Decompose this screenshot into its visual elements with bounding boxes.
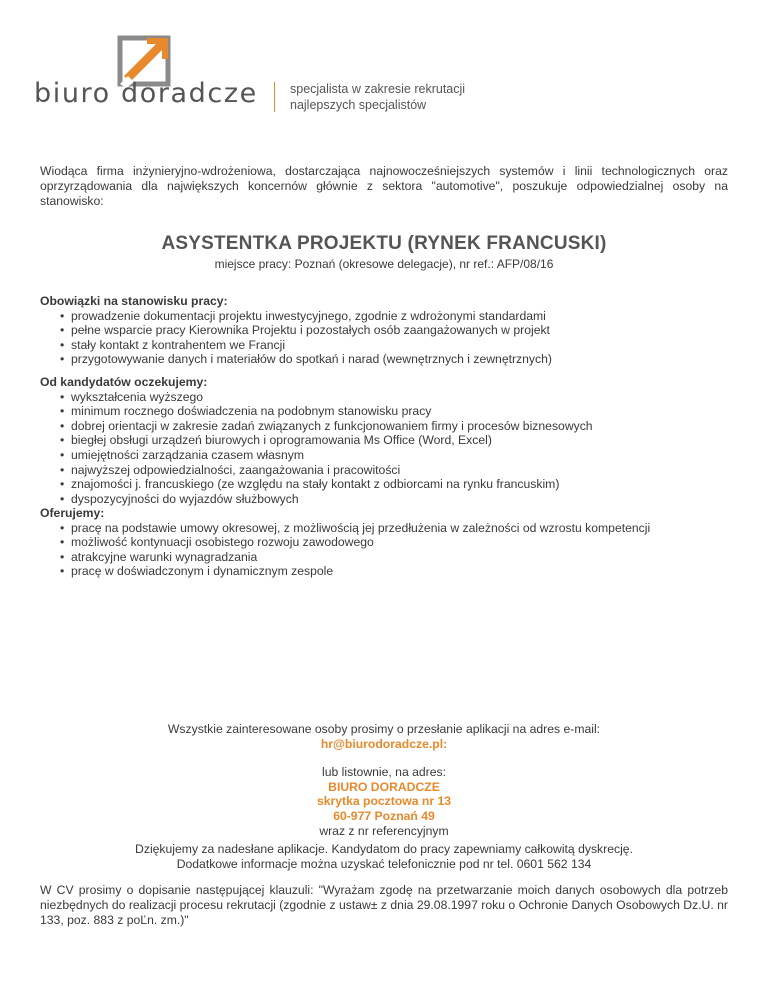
list-item: • atrakcyjne warunki wynagradzania (40, 550, 728, 565)
list-item: • prowadzenie dokumentacji projektu inwestycyjnego, zgodnie z wdrożonymi standardami (40, 309, 728, 324)
list-item: • minimum rocznego doświadczenia na podobnym stanowisku pracy (40, 404, 728, 419)
list-item: • znajomości j. francuskiego (ze względu na stały kontakt z odbiorcami na rynku francuskim) (40, 477, 728, 492)
contact-pobox: skrytka pocztowa nr 13 (316, 794, 452, 809)
thanks-block (0, 842, 768, 871)
list-item: • przygotowywanie danych i materiałów do spotkań i narad (wewnętrznych i zewnętrznych) (40, 352, 728, 367)
list-item: • biegłej obsługi urządzeń biurowych i oprogramowania Ms Office (Word, Excel) (40, 433, 728, 448)
contact-email-link[interactable]: hr@biurodoradcze.pl: (320, 736, 448, 751)
list-item: • dyspozycyjności do wyjazdów służbowych (40, 492, 728, 507)
offer-heading: Oferujemy: (40, 506, 105, 520)
requirements-section (40, 375, 728, 506)
offer-list (40, 521, 728, 579)
list-item: • pracę na podstawie umowy okresowej, z możliwością jej przedłużenia w zależności od wzrostu kompetencji (40, 521, 728, 536)
offer-section (40, 506, 728, 579)
contact-city: 60-977 Poznań 49 (333, 808, 435, 823)
contact-invite: Wszystkie zainteresowane osoby prosimy o przesłanie aplikacji na adres e-mail: (167, 722, 601, 736)
thanks-line-1: Dziękujemy za nadesłane aplikacje. Kandydatom do pracy zapewniamy całkowitą dyskrecję. (135, 842, 633, 856)
requirements-list (40, 390, 728, 507)
logo-text: biuro doradcze (34, 78, 258, 109)
contact-company: BIURO DORADCZE (328, 779, 440, 794)
list-item: • wykształcenia wyższego (40, 390, 728, 405)
tagline-line-1: specjalista w zakresie rekrutacji (290, 82, 466, 96)
tagline (290, 81, 465, 113)
job-title: ASYSTENTKA PROJEKTU (RYNEK FRANCUSKI) (161, 233, 607, 254)
contact-or-post: lub listownie, na adres: (322, 765, 446, 780)
list-item: • możliwość kontynuacji osobistego rozwoju zawodowego (40, 535, 728, 550)
duties-heading: Obowiązki na stanowisku pracy: (40, 294, 228, 308)
duties-section (40, 294, 728, 367)
job-subtitle: miejsce pracy: Poznań (okresowe delegacje), nr ref.: AFP/08/16 (214, 257, 554, 271)
intro-paragraph: Wiodąca firma inżynieryjno-wdrożeniowa, dostarczająca najnowocześniejszych systemów i linii technologicznych oraz oprzyrządowania dla największych koncernów głównie z sektora "automotive", poszukuje odpowiedzialnej osoby na stanowisko: (40, 164, 728, 208)
logo-divider (274, 82, 275, 112)
thanks-line-2: Dodatkowe informacje można uzyskać telefonicznie pod nr tel. 0601 562 134 (176, 856, 592, 871)
list-item: • dobrej orientacji w zakresie zadań związanych z funkcjonowaniem firmy i procesów biznesowych (40, 419, 728, 434)
contact-block (0, 722, 768, 838)
tagline-line-2: najlepszych specjalistów (290, 98, 427, 112)
list-item: • pełne wsparcie pracy Kierownika Projektu i pozostałych osób zaangażowanych w projekt (40, 323, 728, 338)
requirements-heading: Od kandydatów oczekujemy: (40, 375, 208, 389)
list-item: • stały kontakt z kontrahentem we Francji (40, 338, 728, 353)
duties-list (40, 309, 728, 367)
list-item: • pracę w doświadczonym i dynamicznym zespole (40, 564, 728, 579)
list-item: • umiejętności zarządzania czasem własnym (40, 448, 728, 463)
contact-with-ref: wraz z nr referencyjnym (319, 823, 449, 838)
consent-clause: W CV prosimy o dopisanie następującej klauzuli: "Wyrażam zgodę na przetwarzanie moich danych osobowych dla potrzeb niezbędnych do realizacji procesu rekrutacji (zgodnie z ustaw± z dnia 29.08.1997 roku o Ochronie Danych Osobowych Dz.U. nr 133, poz. 883 z poĽn. zm.)" (40, 883, 728, 927)
list-item: • najwyższej odpowiedzialności, zaangażowania i pracowitości (40, 463, 728, 478)
header (0, 0, 768, 130)
